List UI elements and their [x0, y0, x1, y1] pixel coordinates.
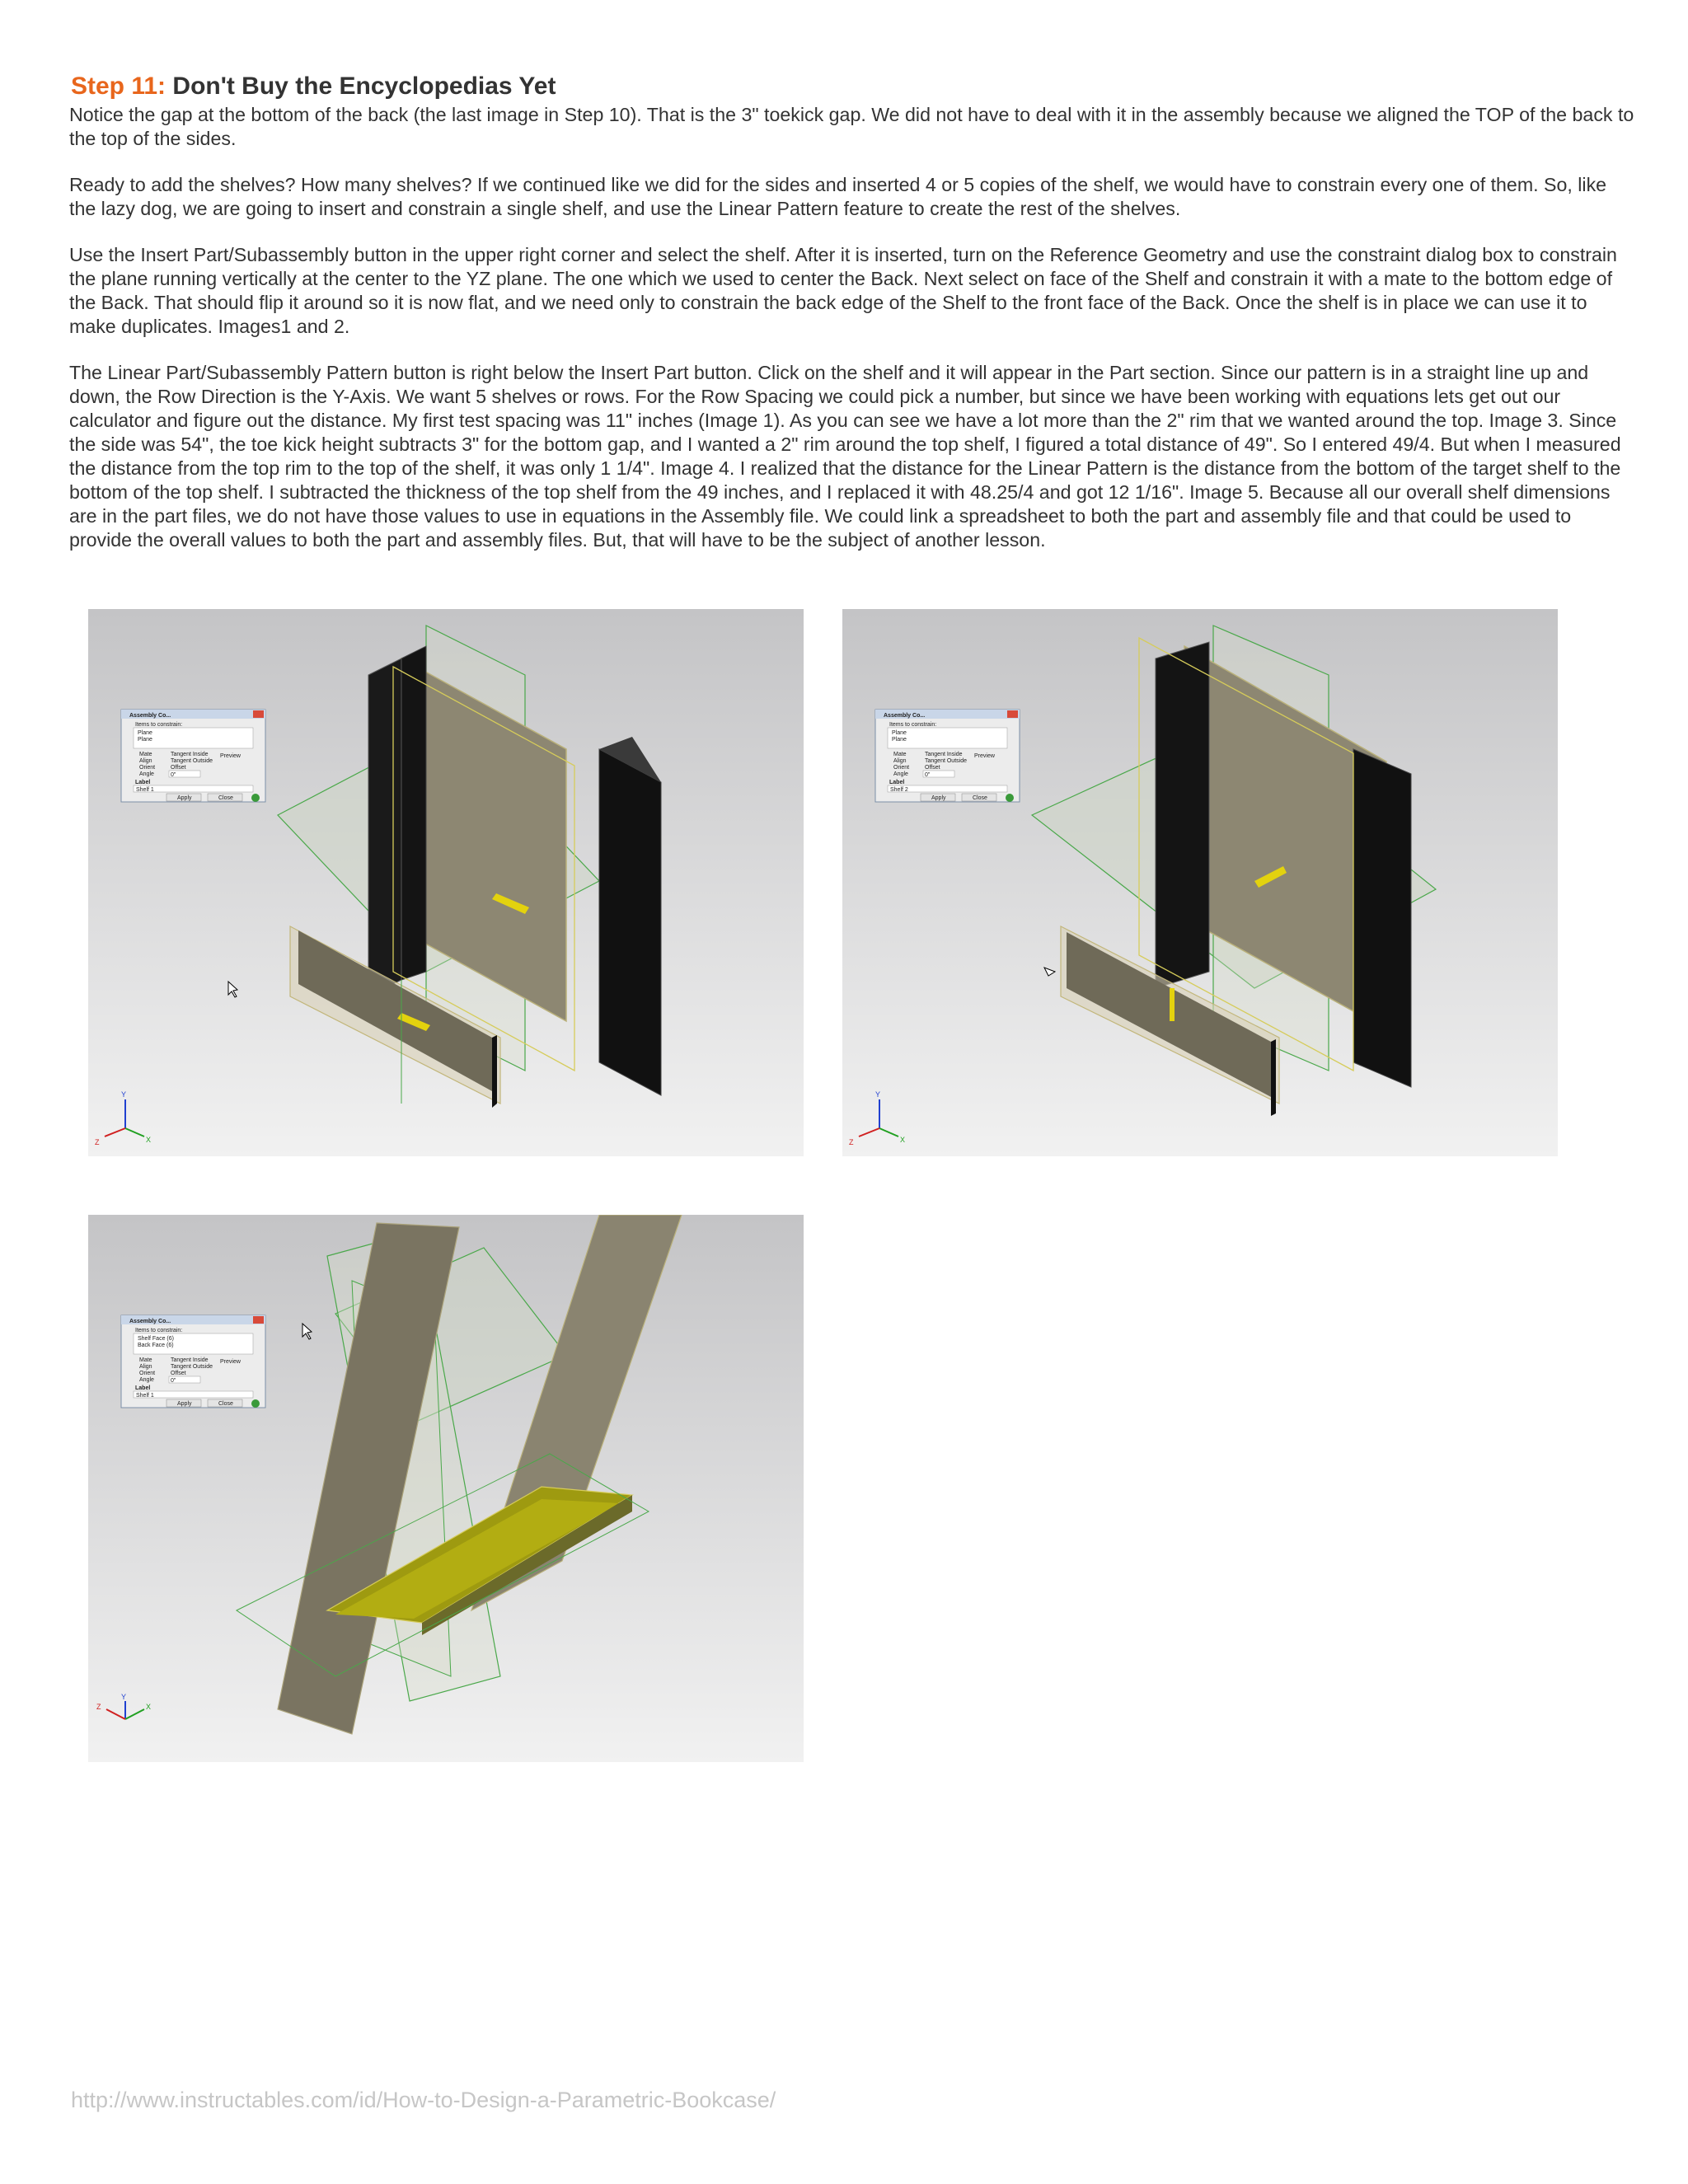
cad-viewport-3 [88, 1215, 804, 1762]
radio-mate[interactable]: Mate [139, 752, 152, 757]
close-icon[interactable] [1007, 710, 1018, 718]
dialog-title: Assembly Co... [129, 713, 171, 719]
axis-z-label: Z [849, 1138, 854, 1146]
close-icon[interactable] [253, 710, 264, 718]
step-label: Step 11: [71, 73, 166, 100]
offset-value: 0" [925, 772, 931, 778]
dialog-title: Assembly Co... [884, 713, 926, 719]
radio-angle[interactable]: Angle [893, 771, 908, 777]
assembly-constraint-dialog[interactable] [121, 710, 265, 802]
step-title: Don't Buy the Encyclopedias Yet [172, 73, 556, 100]
help-icon[interactable] [1006, 794, 1014, 802]
radio-angle[interactable]: Angle [139, 1377, 154, 1383]
axis-z-label: Z [96, 1703, 101, 1711]
radio-angle[interactable]: Angle [139, 771, 154, 777]
check-preview[interactable]: Preview [974, 753, 995, 759]
apply-label: Apply [931, 795, 946, 801]
list-item: Plane [892, 730, 907, 736]
screenshot-image-1[interactable] [88, 609, 804, 1156]
check-tangent-outside[interactable]: Tangent Outside [171, 758, 213, 764]
label-value: Shelf 1 [136, 787, 154, 793]
check-tangent-inside[interactable]: Tangent Inside [925, 752, 963, 757]
list-item: Plane [138, 730, 152, 736]
close-icon[interactable] [253, 1316, 264, 1324]
apply-label: Apply [177, 1401, 192, 1407]
radio-align[interactable]: Align [893, 758, 907, 764]
assembly-constraint-dialog[interactable] [875, 710, 1020, 802]
paragraph: Use the Insert Part/Subassembly button in the upper right corner and select the shelf. After it is inserted, turn on the Reference Geometry and use the constraint dialog box to constrain the plane running vertically at the center to the YZ plane. The one which we used to center the Back. Next select on face of the Shelf and constrain it with a mate to the bottom edge of the Back. That should flip it around so it is now flat, and we need only to constrain the back edge of the Shelf to the front face of the Back. Once the shelf is in place we can use it to make duplicates. Images1 and 2. [69, 244, 1617, 337]
offset-label: Offset [925, 765, 940, 771]
check-tangent-inside[interactable]: Tangent Inside [171, 1357, 209, 1363]
assembly-constraint-dialog[interactable] [121, 1315, 265, 1408]
close-label: Close [218, 795, 233, 801]
screenshot-image-3[interactable] [88, 1215, 804, 1762]
offset-value: 0" [171, 772, 176, 778]
dialog-items-label: Items to constrain: [889, 722, 937, 728]
apply-label: Apply [177, 795, 192, 801]
cad-viewport-2 [842, 609, 1558, 1156]
label-value: Shelf 2 [890, 787, 908, 793]
label-heading: Label [135, 780, 151, 785]
step-heading [71, 73, 556, 101]
radio-align[interactable]: Align [139, 758, 152, 764]
dialog-items-label: Items to constrain: [135, 1328, 183, 1333]
radio-mate[interactable]: Mate [139, 1357, 152, 1363]
cad-viewport-1 [88, 609, 804, 1156]
check-tangent-inside[interactable]: Tangent Inside [171, 752, 209, 757]
step-body [69, 103, 1635, 574]
axis-x-label: X [900, 1136, 906, 1144]
check-preview[interactable]: Preview [220, 1359, 241, 1365]
list-item: Shelf Face (6) [138, 1336, 174, 1342]
check-tangent-outside[interactable]: Tangent Outside [171, 1364, 213, 1370]
axis-y-label: Y [875, 1090, 881, 1099]
list-item: Back Face (6) [138, 1343, 174, 1348]
axis-y-label: Y [121, 1090, 127, 1099]
check-preview[interactable]: Preview [220, 753, 241, 759]
axis-z-label: Z [95, 1138, 100, 1146]
radio-align[interactable]: Align [139, 1364, 152, 1370]
offset-label: Offset [171, 765, 186, 771]
radio-orient[interactable]: Orient [139, 1371, 156, 1376]
dialog-items-label: Items to constrain: [135, 722, 183, 728]
paragraph: Ready to add the shelves? How many shelves? If we continued like we did for the sides and inserted 4 or 5 copies of the shelf, we would have to constrain every one of them. So, like the lazy dog, we are going to insert and constrain a single shelf, and use the Linear Pattern feature to create the rest of the shelves. [69, 174, 1607, 219]
screenshot-image-2[interactable] [842, 609, 1558, 1156]
close-label: Close [973, 795, 987, 801]
help-icon[interactable] [251, 794, 260, 802]
offset-value: 0" [171, 1378, 176, 1384]
offset-label: Offset [171, 1371, 186, 1376]
label-heading: Label [135, 1385, 151, 1391]
paragraph: The Linear Part/Subassembly Pattern button is right below the Insert Part button. Click on the shelf and it will appear in the Part section. Since our pattern is in a straight line up and down, the Row Direction is the Y-Axis. We want 5 shelves or rows. For the Row Spacing we could pick a number, but since we have been working with equations lets get out our calculator and figure out the distance. My first test spacing was 11" inches (Image 1). As you can see we have a lot more than the 2" rim that we wanted around the top. Image 3. Since the side was 54", the toe kick height subtracts 3" for the bottom gap, and I wanted a 2" rim around the top shelf, I figured a total distance of 49". So I entered 49/4. But when I measured the distance from the top rim to the top of the shelf, it was only 1 1/4". Image 4. I realized that the distance for the Linear Pattern is the distance from the bottom of the target shelf to the bottom of the top shelf. I subtracted the thickness of the top shelf from the 49 inches, and I replaced it with 48.25/4 and got 12 1/16". Image 5. Because all our overall shelf dimensions are in the part files, we do not have those values to use in equations in the Assembly file. We could link a spreadsheet to both the part and assembly file and that could be used to provide the overall values to both the part and assembly files. But, that will have to be the subject of another lesson. [69, 362, 1621, 551]
radio-orient[interactable]: Orient [139, 765, 156, 771]
check-tangent-outside[interactable]: Tangent Outside [925, 758, 967, 764]
label-value: Shelf 1 [136, 1393, 154, 1399]
radio-mate[interactable]: Mate [893, 752, 907, 757]
help-icon[interactable] [251, 1399, 260, 1408]
list-item: Plane [892, 737, 907, 743]
label-heading: Label [889, 780, 905, 785]
dialog-title: Assembly Co... [129, 1319, 171, 1324]
footer-url[interactable]: http://www.instructables.com/id/How-to-Design-a-Parametric-Bookcase/ [71, 2088, 776, 2112]
close-label: Close [218, 1401, 233, 1407]
axis-y-label: Y [121, 1693, 127, 1701]
axis-x-label: X [146, 1136, 152, 1144]
radio-orient[interactable]: Orient [893, 765, 910, 771]
axis-x-label: X [146, 1703, 152, 1711]
list-item: Plane [138, 737, 152, 743]
paragraph: Notice the gap at the bottom of the back (the last image in Step 10). That is the 3" toekick gap. We did not have to deal with it in the assembly because we aligned the TOP of the back to the top of the sides. [69, 104, 1634, 149]
